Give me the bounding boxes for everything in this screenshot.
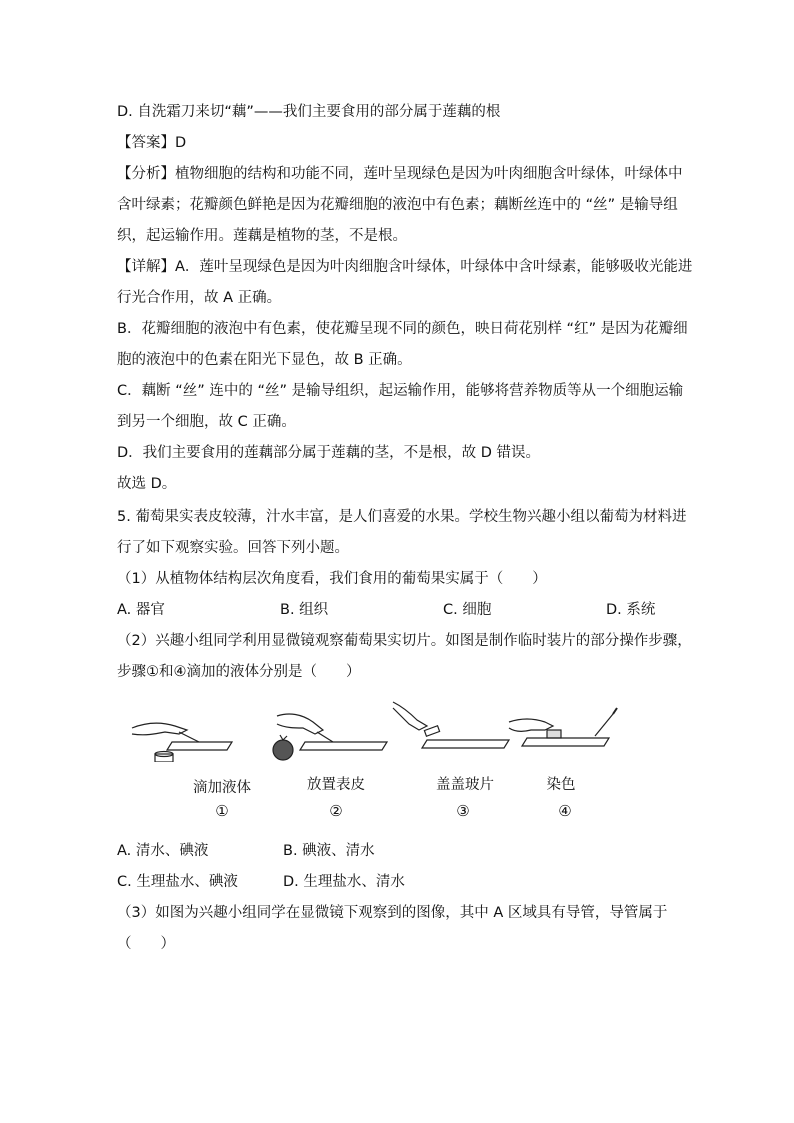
text-line: D．我们主要食用的莲藕部分属于莲藕的茎，不是根，故 D 错误。 xyxy=(117,445,541,461)
text-line: 行光合作用，故 A 正确。 xyxy=(117,290,282,306)
step2-drawing xyxy=(273,714,387,760)
step4-drawing xyxy=(509,708,617,746)
analysis-line: 【分析】植物细胞的结构和功能不同，莲叶呈现绿色是因为叶肉细胞含叶绿体，叶绿体中 xyxy=(117,166,683,182)
option-b: B. 碘液、清水 xyxy=(283,843,375,859)
option-d: D. 生理盐水、清水 xyxy=(283,874,405,890)
procedure-illustration xyxy=(117,692,627,762)
question-stem: 5. 葡萄果实表皮较薄，汁水丰富，是人们喜爱的水果。学校生物兴趣小组以葡萄为材料进 xyxy=(117,509,687,525)
sub-question-2: （2）兴趣小组同学利用显微镜观察葡萄果实切片。如图是制作临时装片的部分操作步骤， xyxy=(117,633,692,649)
option-a: A. 器官 xyxy=(117,602,165,618)
option-d: D. 系统 xyxy=(606,602,656,618)
text-line: B．花瓣细胞的液泡中有色素，使花瓣呈现不同的颜色，映日荷花别样 “红” 是因为花瓣细 xyxy=(117,321,688,337)
option-b: B. 组织 xyxy=(280,602,329,618)
step3-label: 盖盖玻片 xyxy=(436,777,494,793)
step1-label: 滴加液体 xyxy=(193,780,251,796)
text-line: 故选 D。 xyxy=(117,476,177,492)
text-line: D. 自洗霜刀来切“藕”——我们主要食用的部分属于莲藕的根 xyxy=(117,104,501,120)
text-line: 到另一个细胞，故 C 正确。 xyxy=(117,414,296,430)
sub-question-3: （3）如图为兴趣小组同学在显微镜下观察到的图像，其中 A 区域具有导管，导管属于 xyxy=(117,905,668,921)
step4-label: 染色 xyxy=(546,777,576,793)
text-line: 胞的液泡中的色素在阳光下显色，故 B 正确。 xyxy=(117,352,412,368)
text-line: 行了如下观察实验。回答下列小题。 xyxy=(117,540,349,556)
option-c: C. 生理盐水、碘液 xyxy=(117,874,238,890)
text-line: （ ） xyxy=(117,936,175,952)
text-line: 含叶绿素；花瓣颜色鲜艳是因为花瓣细胞的液泡中有色素；藕断丝连中的 “丝” 是输导组 xyxy=(117,197,678,213)
answer-line: 【答案】D xyxy=(117,135,187,151)
text-line: 步骤①和④滴加的液体分别是（ ） xyxy=(117,664,361,680)
step1-drawing xyxy=(132,723,232,762)
detail-line: 【详解】A．莲叶呈现绿色是因为叶肉细胞含叶绿体，叶绿体中含叶绿素，能够吸收光能进 xyxy=(117,259,693,275)
step2-label: 放置表皮 xyxy=(307,777,365,793)
step3-drawing xyxy=(393,702,509,748)
text-line: C．藕断 “丝” 连中的 “丝” 是输导组织，起运输作用，能够将营养物质等从一个细胞运输 xyxy=(117,383,684,399)
step3-number: ③ xyxy=(456,802,470,820)
step1-number: ① xyxy=(215,802,229,820)
option-a: A. 清水、碘液 xyxy=(117,843,209,859)
step4-number: ④ xyxy=(558,802,572,820)
text-line: 织，起运输作用。莲藕是植物的茎，不是根。 xyxy=(117,228,407,244)
option-c: C. 细胞 xyxy=(443,602,492,618)
sub-question-1: （1）从植物体结构层次角度看，我们食用的葡萄果实属于（ ） xyxy=(117,571,547,587)
step2-number: ② xyxy=(329,802,343,820)
procedure-figure xyxy=(117,692,627,827)
